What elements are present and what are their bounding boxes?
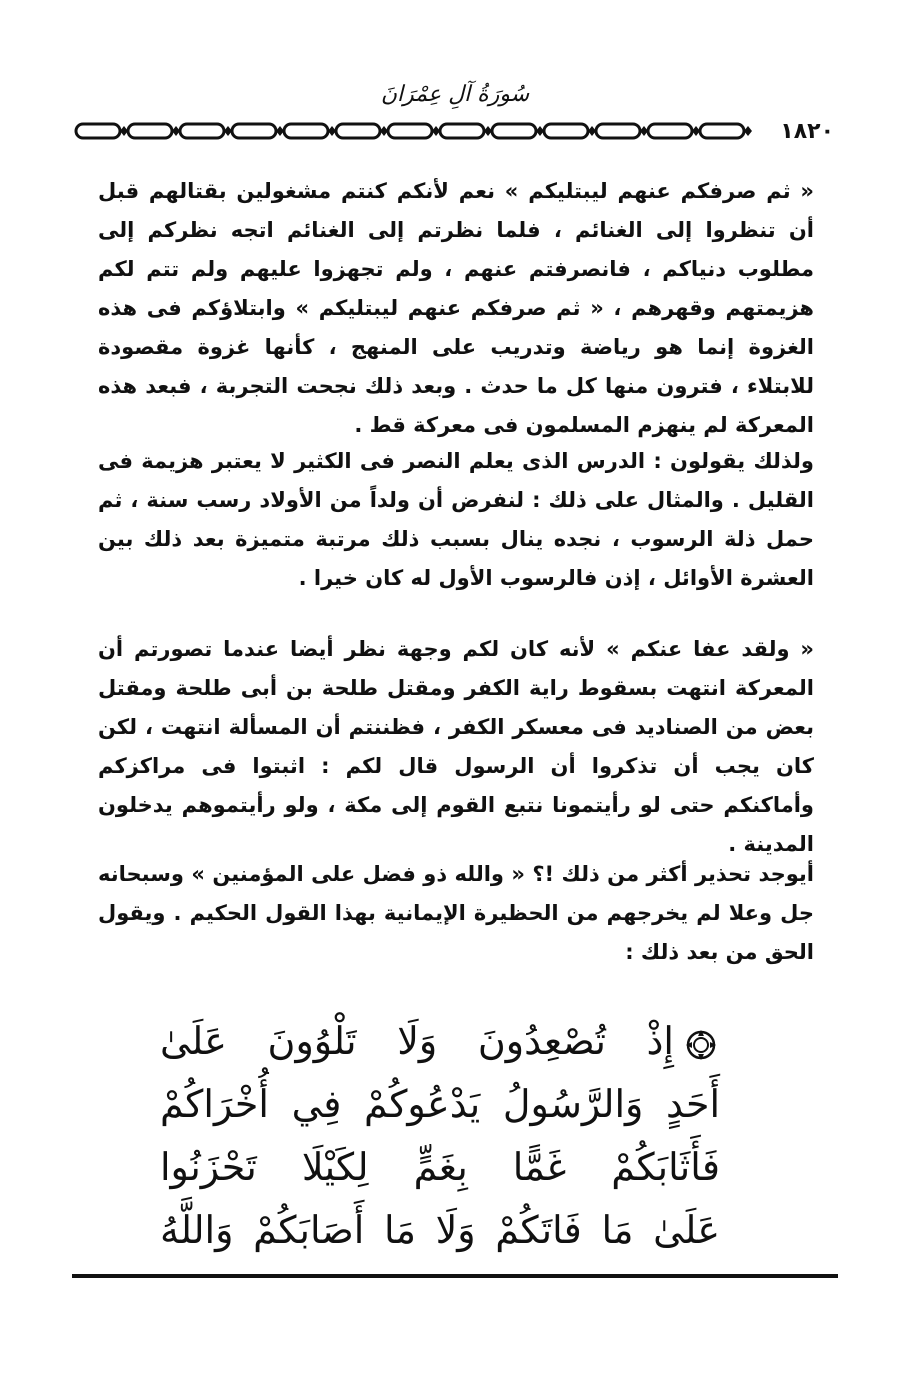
chain-link <box>544 124 588 138</box>
verse-start-ornament-icon <box>682 1028 720 1062</box>
paragraph-text: « ثم صرفكم عنهم ليبتليكم » نعم لأنكم كنتم مشغولين بقتالهم قبل أن تنظروا إلى الغنائم ، فلما نظرتم إلى الغنائم اتجه نظركم إلى مطلوب دنياكم ، فانصرفتم عنهم ، ولم تجهزوا عليهم ولم تتم لكم هزيمتهم وقهرهم ، « ثم صرفكم عنهم ليبتليكم » وابتلاؤكم فى هذه الغزوة إنما هو رياضة وتدريب على المنهج ، كأنها غزوة مقصودة للابتلاء ، فترون منها كل ما حدث . وبعد ذلك نجحت التجربة ، فبعد هذه المعركة لم ينهزم المسلمون فى معركة قط . <box>98 179 814 437</box>
surah-title: سُورَةُ آلِ عِمْرَانَ <box>380 82 530 107</box>
paragraph-text: « ولقد عفا عنكم » لأنه كان لكم وجهة نظر أيضا عندما تصورتم أن المعركة انتهت بسقوط راية الكفر ومقتل طلحة بن أبى طلحة ومقتل بعض من الصناديد فى معسكر الكفر ، فظننتم أن المسألة انتهت ، لكن كان يجب أن تذكروا أن الرسول قال لكم : اثبتوا فى مراكزكم وأماكنكم حتى لو رأيتمونا نتبع القوم إلى مكة ، ولو رأيتموهم يدخلون المدينة . <box>98 637 814 856</box>
header-border <box>72 118 840 144</box>
chain-link <box>336 124 380 138</box>
chain-link <box>700 124 744 138</box>
verse-line-2: أَحَدٍ وَالرَّسُولُ يَدْعُوكُمْ فِي أُخْرَاكُمْ <box>160 1082 720 1126</box>
paragraph-2 <box>98 442 814 598</box>
chain-link <box>440 124 484 138</box>
chain-link <box>648 124 692 138</box>
verse-line-3: فَأَثَابَكُمْ غَمًّا بِغَمٍّ لِكَيْلَا تَحْزَنُوا <box>160 1145 720 1189</box>
paragraph-4 <box>98 855 814 972</box>
paragraph-text: ولذلك يقولون : الدرس الذى يعلم النصر فى الكثير لا يعتبر هزيمة فى القليل . والمثال على ذلك : لنفرض أن ولداً من الأولاد رسب سنة ، ثم حمل ذلة الرسوب ، نجده ينال بسبب ذلك مرتبة متميزة بعد ذلك بين العشرة الأوائل ، إذن فالرسوب الأول له كان خيرا . <box>98 449 814 590</box>
chain-link <box>232 124 276 138</box>
ornamental-chain-border <box>72 118 774 144</box>
chain-link <box>492 124 536 138</box>
verse-line-text: إِذْ تُصْعِدُونَ وَلَا تَلْوُونَ عَلَىٰ <box>160 1019 674 1063</box>
chain-link <box>596 124 640 138</box>
chain-link <box>76 124 120 138</box>
chain-link <box>180 124 224 138</box>
chain-link <box>284 124 328 138</box>
chain-diamond <box>744 126 752 136</box>
paragraph-1 <box>98 172 814 445</box>
chain-link <box>128 124 172 138</box>
page-number: ١٨٢٠ <box>780 118 834 144</box>
bottom-rule <box>72 1274 838 1278</box>
chain-link <box>388 124 432 138</box>
verse-line-1 <box>160 1010 720 1073</box>
verse-line-4: عَلَىٰ مَا فَاتَكُمْ وَلَا مَا أَصَابَكُمْ وَاللَّهُ <box>160 1208 720 1252</box>
paragraph-text: أيوجد تحذير أكثر من ذلك !؟ « والله ذو فضل على المؤمنين » وسبحانه جل وعلا لم يخرجهم من الحظيرة الإيمانية بهذا القول الحكيم . ويقول الحق من بعد ذلك : <box>98 862 814 964</box>
quran-verse <box>160 1010 720 1262</box>
chain-links-graphic <box>74 118 774 144</box>
paragraph-3 <box>98 630 814 864</box>
